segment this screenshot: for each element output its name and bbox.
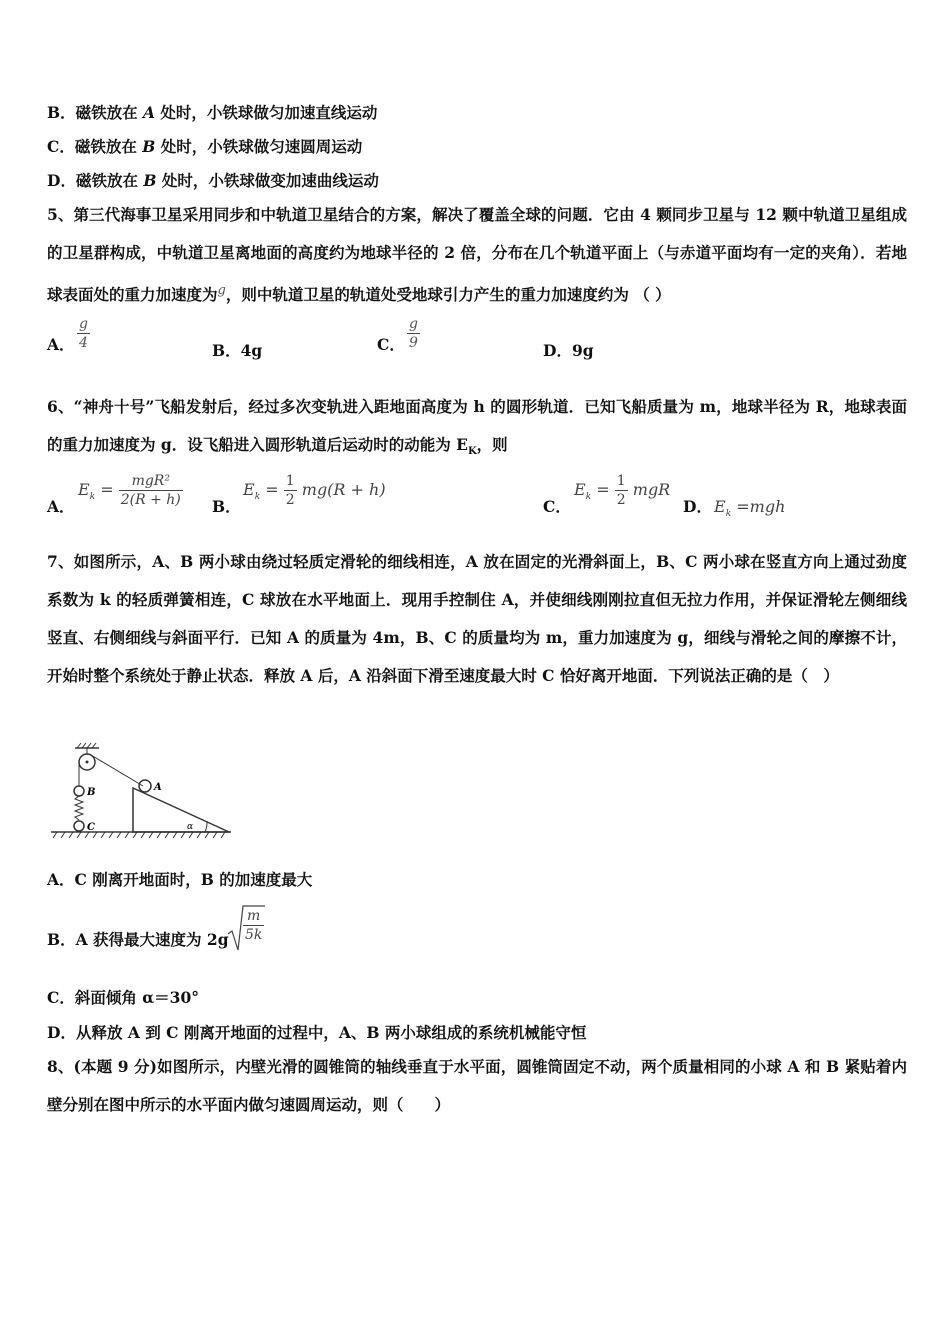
q7-stem: 7、如图所示，A、B 两小球由绕过轻质定滑轮的细线相连，A 放在固定的光滑斜面上，B、C 两小球在竖直方向上通过劲度系数为 k 的轻质弹簧相连，C 球放在水平地面上．现用手控制住 A，并使细线刚刚拉直但无拉力作用，并保证滑轮左侧细线竖直、右侧细线与斜面平行．已知 A 的质量为 4m，B、C 的质量均为 m，重力加速度为 g，细线与滑轮之间的摩擦不计，开始时整个系统处于静止状态．释放 A 后，A 沿斜面下滑至速度最大时 C 恰好离开地面．下列说法正确的是（ ） (47, 552, 907, 685)
q6-option-d-formula: $E_k =mgh$ (714, 497, 786, 520)
q7-option-a: A．C 刚离开地面时，B 的加速度最大 (47, 870, 313, 889)
q5-stem: 5、第三代海事卫星采用同步和中轨道卫星结合的方案，解决了覆盖全球的问题．它由 4 颗同步卫星与 12 颗中轨道卫星组成的卫星群构成，中轨道卫星离地面的高度约为地球半径的 2 倍，分布在几个轨道平面上（与赤道平面均有一定的夹角）．若地球表面处的重力加速度为$^g$，则中轨道卫星的轨道处受地球引力产生的重力加速度约为 （ ） (47, 205, 907, 305)
q6-option-a-label: A． (47, 497, 75, 516)
q4-option-c: C．磁铁放在 B 处时，小铁球做匀速圆周运动 (47, 137, 363, 156)
q5-option-c: C． $\frac{g}{9}$ (377, 316, 418, 354)
label-a: A (154, 782, 162, 793)
q6-option-a-formula: $E_k$ = $\frac{\text{mgR²}}{2(R + h)}$ (78, 473, 181, 508)
q6-option-b-label: B． (212, 497, 241, 516)
q8-stem: 8、(本题 9 分)如图所示，内壁光滑的圆锥筒的轴线垂直于水平面，圆锥筒固定不动，两个质量相同的小球 A 和 B 紧贴着内壁分别在图中所示的水平面内做匀速圆周运动，则（ ） (47, 1057, 907, 1114)
label-b: B (87, 787, 96, 798)
q6-stem: 6、“神舟十号”飞船发射后，经过多次变轨进入距地面高度为 h 的圆形轨道．已知飞船质量为 m，地球半径为 R，地球表面的重力加速度为 g．设飞船进入圆形轨道后运动时的动能为 $E_K$，则 (47, 397, 907, 458)
ball-c (74, 821, 84, 831)
q6-option-b-formula: $E_k$ = $\frac{1}{2}$ mg(R + h) (243, 473, 386, 508)
label-alpha: α (187, 822, 194, 832)
q5-option-b: B．4g (212, 341, 263, 360)
spring (75, 796, 83, 820)
q5-option-a: A． $\frac{g}{4}$ (47, 316, 88, 354)
q7-option-d: D．从释放 A 到 C 刚离开地面的过程中，A、B 两小球组成的系统机械能守恒 (47, 1023, 587, 1042)
q4-option-b: B．磁铁放在 A 处时，小铁球做匀加速直线运动 (47, 103, 378, 122)
ball-a (139, 780, 151, 792)
q6-option-c-label: C． (543, 497, 571, 516)
q7-option-b: B．A 获得最大速度为 2g (47, 930, 229, 949)
ball-b (74, 786, 84, 796)
q6-option-c-formula: $E_k$ = $\frac{1}{2}$ mgR (574, 473, 671, 508)
q7-pulley-incline-figure (47, 742, 237, 842)
q7-option-c: C．斜面倾角 α＝30° (47, 988, 199, 1007)
q5-option-d: D．9g (543, 341, 594, 360)
incline (133, 788, 229, 832)
q7-option-b-sqrt-frac: $\frac{m}{5k}$ (245, 908, 263, 943)
q6-option-d-label: D． (683, 497, 712, 516)
q4-option-d: D．磁铁放在 B 处时，小铁球做变加速曲线运动 (47, 171, 379, 190)
label-c: C (87, 822, 95, 833)
